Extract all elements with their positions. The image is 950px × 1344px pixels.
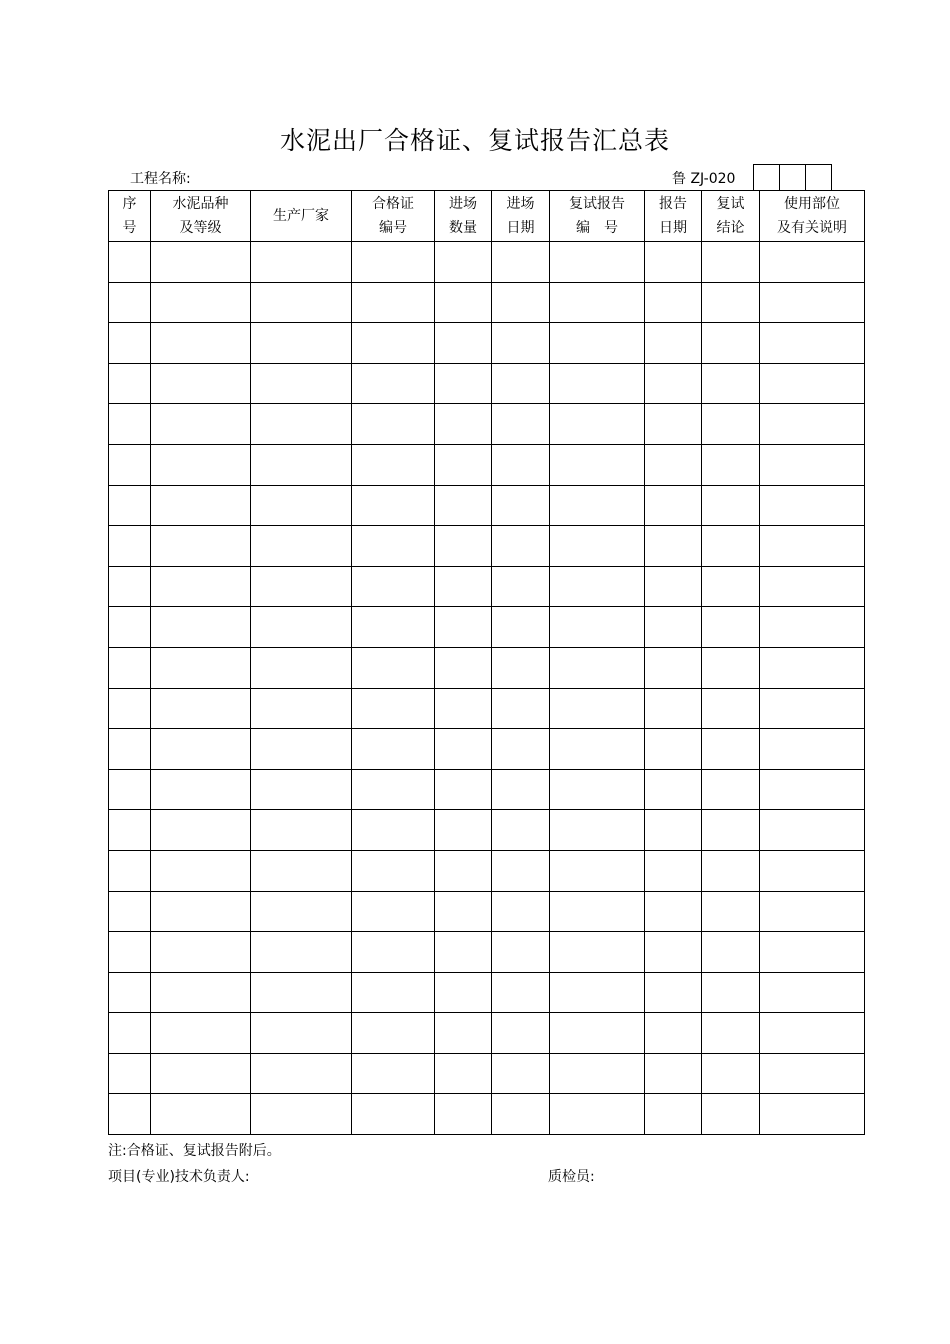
table-cell[interactable] [702,607,760,648]
table-cell[interactable] [760,1013,865,1054]
table-cell[interactable] [492,607,550,648]
table-cell[interactable] [550,932,645,973]
col-header-entry-date: 进场 日期 [492,191,550,242]
col-header-report-date: 报告 日期 [645,191,702,242]
table-cell[interactable] [352,282,435,323]
col-header-cement-type: 水泥品种 及等级 [151,191,251,242]
table-cell[interactable] [702,404,760,445]
table-row [109,932,865,973]
table-cell[interactable] [251,729,352,770]
table-cell[interactable] [151,1013,251,1054]
table-cell[interactable] [645,485,702,526]
table-cell[interactable] [645,932,702,973]
table-cell[interactable] [645,444,702,485]
table-cell[interactable] [760,282,865,323]
footnote: 注:合格证、复试报告附后。 [108,1143,281,1159]
table-cell[interactable] [435,972,492,1013]
table-cell[interactable] [151,607,251,648]
table-cell[interactable] [550,1013,645,1054]
table-cell[interactable] [492,1053,550,1094]
table-cell[interactable] [109,282,151,323]
table-cell[interactable] [702,323,760,364]
table-cell[interactable] [352,485,435,526]
table-cell[interactable] [702,647,760,688]
table-row [109,972,865,1013]
table-cell[interactable] [109,242,151,283]
table-cell[interactable] [151,972,251,1013]
table-cell[interactable] [645,729,702,770]
table-cell[interactable] [702,891,760,932]
table-cell[interactable] [702,769,760,810]
table-cell[interactable] [109,932,151,973]
table-row [109,242,865,283]
table-row [109,323,865,364]
table-row [109,363,865,404]
table-cell[interactable] [645,688,702,729]
table-cell[interactable] [352,972,435,1013]
table-cell[interactable] [251,404,352,445]
table-row [109,729,865,770]
table-cell[interactable] [492,688,550,729]
table-cell[interactable] [109,1094,151,1135]
table-cell[interactable] [492,323,550,364]
table-cell[interactable] [352,647,435,688]
table-cell[interactable] [251,647,352,688]
table-cell[interactable] [352,891,435,932]
table-cell[interactable] [435,242,492,283]
table-cell[interactable] [435,566,492,607]
table-cell[interactable] [492,485,550,526]
table-row [109,688,865,729]
table-cell[interactable] [435,769,492,810]
table-cell[interactable] [109,1013,151,1054]
table-cell[interactable] [251,688,352,729]
table-cell[interactable] [760,607,865,648]
table-cell[interactable] [550,972,645,1013]
table-row [109,1094,865,1135]
table-cell[interactable] [109,363,151,404]
table-cell[interactable] [151,404,251,445]
table-cell[interactable] [492,566,550,607]
table-cell[interactable] [702,566,760,607]
table-cell[interactable] [760,891,865,932]
table-cell[interactable] [251,526,352,567]
table-cell[interactable] [492,810,550,851]
table-cell[interactable] [435,688,492,729]
table-cell[interactable] [550,1094,645,1135]
table-row [109,404,865,445]
table-row [109,444,865,485]
table-cell[interactable] [352,1094,435,1135]
table-cell[interactable] [760,647,865,688]
table-cell[interactable] [109,607,151,648]
table-cell[interactable] [550,891,645,932]
table-cell[interactable] [109,769,151,810]
table-cell[interactable] [352,1013,435,1054]
table-cell[interactable] [760,850,865,891]
table-cell[interactable] [492,1094,550,1135]
table-cell[interactable] [760,1053,865,1094]
table-cell[interactable] [435,850,492,891]
table-cell[interactable] [702,1094,760,1135]
table-cell[interactable] [760,932,865,973]
table-cell[interactable] [251,810,352,851]
table-cell[interactable] [251,485,352,526]
table-cell[interactable] [151,485,251,526]
table-cell[interactable] [251,444,352,485]
table-row [109,891,865,932]
table-cell[interactable] [109,891,151,932]
table-cell[interactable] [352,363,435,404]
table-cell[interactable] [435,1053,492,1094]
table-cell[interactable] [702,1053,760,1094]
table-cell[interactable] [550,323,645,364]
table-cell[interactable] [702,282,760,323]
table-cell[interactable] [109,647,151,688]
table-cell[interactable] [760,444,865,485]
table-cell[interactable] [492,729,550,770]
table-row [109,1013,865,1054]
table-cell[interactable] [352,404,435,445]
table-cell[interactable] [352,607,435,648]
table-row [109,1053,865,1094]
table-cell[interactable] [151,1094,251,1135]
table-cell[interactable] [645,850,702,891]
table-cell[interactable] [151,891,251,932]
col-header-report-no: 复试报告 编 号 [550,191,645,242]
table-cell[interactable] [251,242,352,283]
table-cell[interactable] [492,526,550,567]
table-cell[interactable] [251,891,352,932]
table-row [109,526,865,567]
table-cell[interactable] [645,404,702,445]
table-cell[interactable] [251,363,352,404]
table-cell[interactable] [151,566,251,607]
table-row [109,282,865,323]
inspector-signature-label: 质检员: [548,1169,595,1185]
table-cell[interactable] [109,485,151,526]
table-cell[interactable] [109,729,151,770]
table-cell[interactable] [645,282,702,323]
col-header-manufacturer: 生产厂家 [251,191,352,242]
table-cell[interactable] [550,566,645,607]
table-cell[interactable] [151,932,251,973]
table-cell[interactable] [151,688,251,729]
table-cell[interactable] [151,850,251,891]
table-cell[interactable] [109,566,151,607]
table-cell[interactable] [492,242,550,283]
col-header-seq: 序 号 [109,191,151,242]
table-cell[interactable] [492,1013,550,1054]
col-header-cert-no: 合格证 编号 [352,191,435,242]
table-cell[interactable] [550,850,645,891]
col-header-conclusion: 复试 结论 [702,191,760,242]
table-cell[interactable] [760,526,865,567]
table-cell[interactable] [702,688,760,729]
table-cell[interactable] [251,850,352,891]
table-cell[interactable] [109,404,151,445]
table-cell[interactable] [109,323,151,364]
table-cell[interactable] [352,810,435,851]
table-cell[interactable] [151,1053,251,1094]
table-cell[interactable] [109,526,151,567]
table-cell[interactable] [352,566,435,607]
table-cell[interactable] [645,363,702,404]
table-cell[interactable] [645,769,702,810]
table-cell[interactable] [109,444,151,485]
table-cell[interactable] [251,972,352,1013]
table-cell[interactable] [352,1053,435,1094]
table-cell[interactable] [760,972,865,1013]
table-cell[interactable] [645,526,702,567]
table-cell[interactable] [435,404,492,445]
table-cell[interactable] [550,404,645,445]
table-cell[interactable] [435,729,492,770]
table-row [109,566,865,607]
table-cell[interactable] [760,242,865,283]
table-cell[interactable] [702,485,760,526]
table-cell[interactable] [435,932,492,973]
table-cell[interactable] [645,242,702,283]
table-cell[interactable] [251,282,352,323]
table-cell[interactable] [151,444,251,485]
table-cell[interactable] [435,607,492,648]
table-cell[interactable] [251,323,352,364]
code-box[interactable] [779,164,806,190]
table-cell[interactable] [550,282,645,323]
table-cell[interactable] [251,932,352,973]
code-boxes [753,164,832,190]
table-cell[interactable] [550,607,645,648]
table-cell[interactable] [435,891,492,932]
table-cell[interactable] [550,242,645,283]
table-cell[interactable] [645,891,702,932]
table-cell[interactable] [702,1013,760,1054]
table-cell[interactable] [760,688,865,729]
table-row [109,769,865,810]
table-cell[interactable] [435,1013,492,1054]
table-cell[interactable] [109,850,151,891]
table-cell[interactable] [760,485,865,526]
table-cell[interactable] [492,932,550,973]
table-row [109,850,865,891]
table-cell[interactable] [151,282,251,323]
table-cell[interactable] [550,444,645,485]
table-cell[interactable] [435,323,492,364]
table-cell[interactable] [435,810,492,851]
table-cell[interactable] [492,282,550,323]
table-cell[interactable] [352,444,435,485]
table-cell[interactable] [702,363,760,404]
table-cell[interactable] [492,404,550,445]
table-cell[interactable] [151,323,251,364]
table-cell[interactable] [352,729,435,770]
table-cell[interactable] [550,729,645,770]
table-cell[interactable] [352,932,435,973]
page-title: 水泥出厂合格证、复试报告汇总表 [279,126,670,155]
table-cell[interactable] [251,607,352,648]
table-cell[interactable] [550,485,645,526]
table-cell[interactable] [492,972,550,1013]
table-row [109,810,865,851]
table-cell[interactable] [109,1053,151,1094]
table-cell[interactable] [550,526,645,567]
table-cell[interactable] [352,850,435,891]
project-name-label: 工程名称: [130,171,191,187]
table-cell[interactable] [645,810,702,851]
col-header-quantity: 进场 数量 [435,191,492,242]
table-cell[interactable] [492,647,550,688]
table-cell[interactable] [492,850,550,891]
table-cell[interactable] [760,769,865,810]
table-cell[interactable] [645,1094,702,1135]
table-cell[interactable] [645,1013,702,1054]
header-row [109,191,865,242]
table-cell[interactable] [352,526,435,567]
tech-lead-signature-label: 项目(专业)技术负责人: [108,1169,250,1185]
table-cell[interactable] [760,363,865,404]
table-cell[interactable] [251,566,352,607]
table-cell[interactable] [550,769,645,810]
table-row [109,485,865,526]
form-code: 鲁 ZJ-020 [672,171,736,187]
table-cell[interactable] [435,1094,492,1135]
table-cell[interactable] [702,526,760,567]
table-cell[interactable] [760,810,865,851]
table-cell[interactable] [702,729,760,770]
table-cell[interactable] [109,972,151,1013]
table-cell[interactable] [151,810,251,851]
table-cell[interactable] [702,444,760,485]
table-cell[interactable] [702,850,760,891]
table-cell[interactable] [151,647,251,688]
table-cell[interactable] [760,323,865,364]
table-cell[interactable] [352,688,435,729]
col-header-usage: 使用部位 及有关说明 [760,191,865,242]
table-cell[interactable] [645,607,702,648]
table-cell[interactable] [109,688,151,729]
table-cell[interactable] [435,526,492,567]
table-cell[interactable] [251,769,352,810]
table-cell[interactable] [151,769,251,810]
table-cell[interactable] [645,647,702,688]
table-cell[interactable] [760,404,865,445]
code-box[interactable] [805,164,832,190]
table-cell[interactable] [352,242,435,283]
table-cell[interactable] [550,810,645,851]
table-cell[interactable] [645,972,702,1013]
table-cell[interactable] [702,972,760,1013]
table-cell[interactable] [702,810,760,851]
table-cell[interactable] [550,363,645,404]
table-cell[interactable] [151,729,251,770]
table-cell[interactable] [492,769,550,810]
table-cell[interactable] [151,363,251,404]
table-cell[interactable] [760,566,865,607]
table-cell[interactable] [702,242,760,283]
code-box[interactable] [753,164,780,190]
table-cell[interactable] [760,1094,865,1135]
table-cell[interactable] [435,444,492,485]
table-cell[interactable] [702,932,760,973]
table-cell[interactable] [352,769,435,810]
table-cell[interactable] [251,1053,352,1094]
table-cell[interactable] [251,1094,352,1135]
table-cell[interactable] [435,363,492,404]
summary-table [108,190,865,1135]
table-cell[interactable] [151,242,251,283]
table-cell[interactable] [352,323,435,364]
table-cell[interactable] [550,1053,645,1094]
table-cell[interactable] [760,729,865,770]
table-cell[interactable] [492,891,550,932]
table-row [109,607,865,648]
table-cell[interactable] [251,1013,352,1054]
table-cell[interactable] [645,323,702,364]
table-cell[interactable] [550,647,645,688]
table-cell[interactable] [435,647,492,688]
table-cell[interactable] [550,688,645,729]
table-cell[interactable] [435,485,492,526]
table-cell[interactable] [645,566,702,607]
table-cell[interactable] [645,1053,702,1094]
table-cell[interactable] [492,363,550,404]
table-cell[interactable] [492,444,550,485]
table-cell[interactable] [151,526,251,567]
table-row [109,647,865,688]
table-cell[interactable] [109,810,151,851]
table-cell[interactable] [435,282,492,323]
